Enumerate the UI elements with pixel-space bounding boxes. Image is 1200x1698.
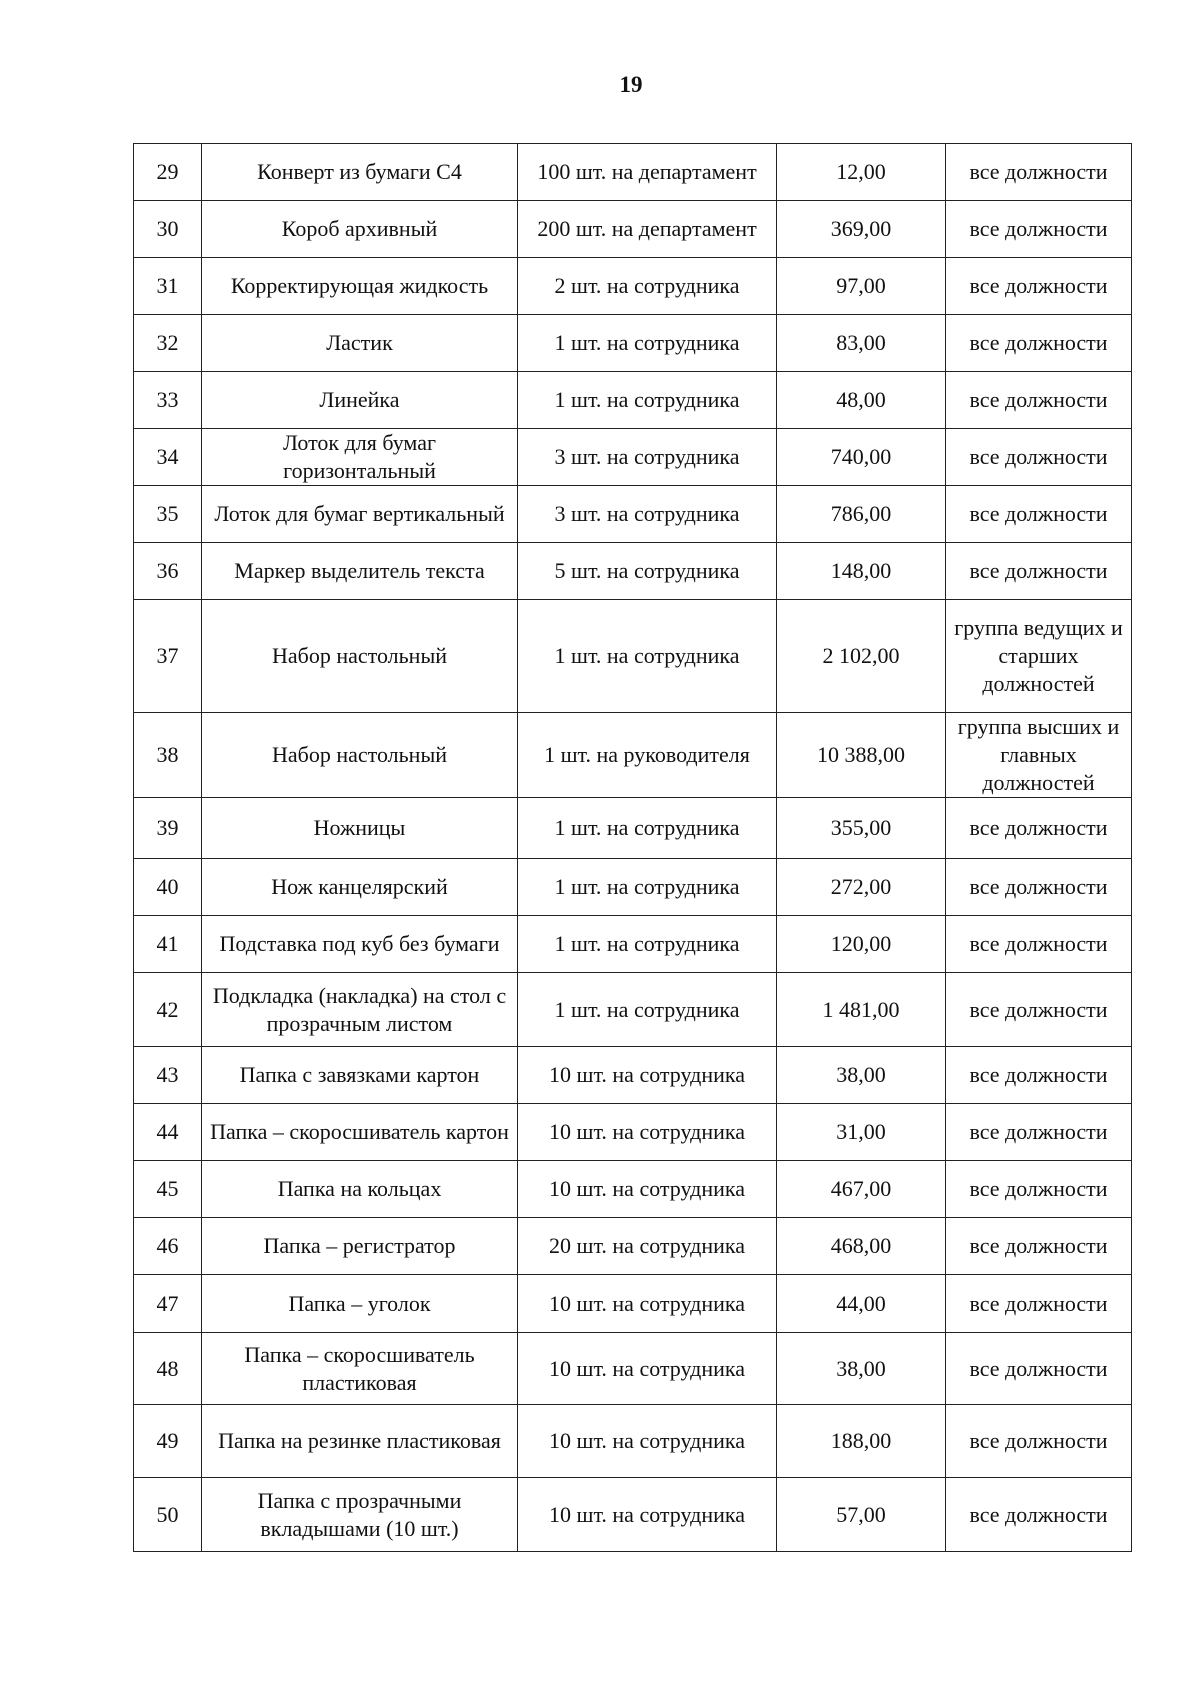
item-quantity: 2 шт. на сотрудника [518, 258, 777, 315]
item-quantity: 10 шт. на сотрудника [518, 1275, 777, 1333]
row-number: 30 [134, 201, 202, 258]
table-row [134, 258, 1132, 315]
row-number: 38 [134, 713, 202, 798]
item-name: Папка с завязками картон [202, 1047, 518, 1104]
item-name: Ластик [202, 315, 518, 372]
row-number: 46 [134, 1218, 202, 1275]
item-quantity: 10 шт. на сотрудника [518, 1333, 777, 1405]
table-row [134, 713, 1132, 798]
table-row [134, 201, 1132, 258]
item-name: Папка – регистратор [202, 1218, 518, 1275]
item-quantity: 1 шт. на сотрудника [518, 859, 777, 916]
item-position-group: все должности [946, 798, 1132, 859]
item-position-group: все должности [946, 973, 1132, 1047]
item-name: Папка – уголок [202, 1275, 518, 1333]
table-row [134, 1478, 1132, 1552]
row-number: 37 [134, 600, 202, 713]
item-quantity: 10 шт. на сотрудника [518, 1104, 777, 1161]
item-quantity: 5 шт. на сотрудника [518, 543, 777, 600]
item-name: Папка – скоросшиватель пластиковая [202, 1333, 518, 1405]
item-quantity: 1 шт. на сотрудника [518, 916, 777, 973]
item-price: 10 388,00 [777, 713, 946, 798]
item-position-group: все должности [946, 543, 1132, 600]
item-position-group: все должности [946, 201, 1132, 258]
table-row [134, 1275, 1132, 1333]
item-position-group: все должности [946, 1275, 1132, 1333]
table-row [134, 798, 1132, 859]
item-quantity: 1 шт. на сотрудника [518, 798, 777, 859]
item-position-group: все должности [946, 144, 1132, 201]
item-price: 740,00 [777, 429, 946, 486]
row-number: 50 [134, 1478, 202, 1552]
row-number: 45 [134, 1161, 202, 1218]
item-position-group: все должности [946, 315, 1132, 372]
item-position-group: все должности [946, 859, 1132, 916]
item-price: 83,00 [777, 315, 946, 372]
row-number: 39 [134, 798, 202, 859]
item-name: Набор настольный [202, 713, 518, 798]
table-row [134, 1161, 1132, 1218]
item-quantity: 100 шт. на департамент [518, 144, 777, 201]
item-position-group: группа высших и главных должностей [946, 713, 1132, 798]
page-number: 19 [619, 72, 643, 97]
row-number: 43 [134, 1047, 202, 1104]
item-name: Конверт из бумаги С4 [202, 144, 518, 201]
table-row [134, 429, 1132, 486]
item-price: 188,00 [777, 1405, 946, 1478]
item-name: Папка с прозрачными вкладышами (10 шт.) [202, 1478, 518, 1552]
item-quantity: 3 шт. на сотрудника [518, 429, 777, 486]
row-number: 48 [134, 1333, 202, 1405]
row-number: 47 [134, 1275, 202, 1333]
row-number: 35 [134, 486, 202, 543]
items-table-body [134, 144, 1132, 1552]
item-name: Короб архивный [202, 201, 518, 258]
row-number: 44 [134, 1104, 202, 1161]
table-row [134, 973, 1132, 1047]
table-row [134, 916, 1132, 973]
item-price: 44,00 [777, 1275, 946, 1333]
item-name: Линейка [202, 372, 518, 429]
table-row [134, 1047, 1132, 1104]
item-price: 38,00 [777, 1047, 946, 1104]
item-price: 272,00 [777, 859, 946, 916]
item-name: Папка на кольцах [202, 1161, 518, 1218]
item-quantity: 10 шт. на сотрудника [518, 1478, 777, 1552]
row-number: 42 [134, 973, 202, 1047]
row-number: 40 [134, 859, 202, 916]
item-position-group: все должности [946, 429, 1132, 486]
item-name: Лоток для бумаг вертикальный [202, 486, 518, 543]
item-name: Набор настольный [202, 600, 518, 713]
item-quantity: 10 шт. на сотрудника [518, 1405, 777, 1478]
row-number: 32 [134, 315, 202, 372]
table-row [134, 1104, 1132, 1161]
row-number: 41 [134, 916, 202, 973]
item-price: 31,00 [777, 1104, 946, 1161]
item-quantity: 200 шт. на департамент [518, 201, 777, 258]
item-position-group: все должности [946, 1047, 1132, 1104]
item-price: 12,00 [777, 144, 946, 201]
item-price: 97,00 [777, 258, 946, 315]
item-position-group: все должности [946, 916, 1132, 973]
item-position-group: все должности [946, 1405, 1132, 1478]
table-row [134, 600, 1132, 713]
item-price: 2 102,00 [777, 600, 946, 713]
row-number: 34 [134, 429, 202, 486]
item-name: Подкладка (накладка) на стол с прозрачным листом [202, 973, 518, 1047]
table-row [134, 144, 1132, 201]
item-position-group: группа ведущих и старших должностей [946, 600, 1132, 713]
item-price: 1 481,00 [777, 973, 946, 1047]
row-number: 36 [134, 543, 202, 600]
row-number: 33 [134, 372, 202, 429]
item-name: Корректирующая жидкость [202, 258, 518, 315]
table-row [134, 859, 1132, 916]
table-row [134, 372, 1132, 429]
item-position-group: все должности [946, 1218, 1132, 1275]
table-row [134, 1405, 1132, 1478]
table-row [134, 1218, 1132, 1275]
item-price: 148,00 [777, 543, 946, 600]
item-name: Ножницы [202, 798, 518, 859]
item-price: 468,00 [777, 1218, 946, 1275]
item-position-group: все должности [946, 1333, 1132, 1405]
item-price: 48,00 [777, 372, 946, 429]
item-price: 786,00 [777, 486, 946, 543]
table-row [134, 315, 1132, 372]
item-name: Папка на резинке пластиковая [202, 1405, 518, 1478]
item-name: Нож канцелярский [202, 859, 518, 916]
item-price: 369,00 [777, 201, 946, 258]
item-position-group: все должности [946, 1161, 1132, 1218]
item-name: Маркер выделитель текста [202, 543, 518, 600]
item-position-group: все должности [946, 486, 1132, 543]
item-quantity: 10 шт. на сотрудника [518, 1161, 777, 1218]
table-row [134, 486, 1132, 543]
row-number: 31 [134, 258, 202, 315]
items-table [133, 143, 1132, 1552]
item-price: 120,00 [777, 916, 946, 973]
item-position-group: все должности [946, 1104, 1132, 1161]
item-quantity: 1 шт. на сотрудника [518, 600, 777, 713]
item-quantity: 3 шт. на сотрудника [518, 486, 777, 543]
item-price: 467,00 [777, 1161, 946, 1218]
item-price: 355,00 [777, 798, 946, 859]
item-price: 57,00 [777, 1478, 946, 1552]
item-quantity: 1 шт. на руководителя [518, 713, 777, 798]
item-price: 38,00 [777, 1333, 946, 1405]
item-quantity: 10 шт. на сотрудника [518, 1047, 777, 1104]
item-name: Подставка под куб без бумаги [202, 916, 518, 973]
item-name: Папка – скоросшиватель картон [202, 1104, 518, 1161]
row-number: 49 [134, 1405, 202, 1478]
item-name: Лоток для бумаг горизонтальный [202, 429, 518, 486]
row-number: 29 [134, 144, 202, 201]
item-position-group: все должности [946, 372, 1132, 429]
item-quantity: 1 шт. на сотрудника [518, 973, 777, 1047]
item-quantity: 1 шт. на сотрудника [518, 372, 777, 429]
item-quantity: 20 шт. на сотрудника [518, 1218, 777, 1275]
item-position-group: все должности [946, 1478, 1132, 1552]
item-quantity: 1 шт. на сотрудника [518, 315, 777, 372]
item-position-group: все должности [946, 258, 1132, 315]
table-row [134, 543, 1132, 600]
table-row [134, 1333, 1132, 1405]
